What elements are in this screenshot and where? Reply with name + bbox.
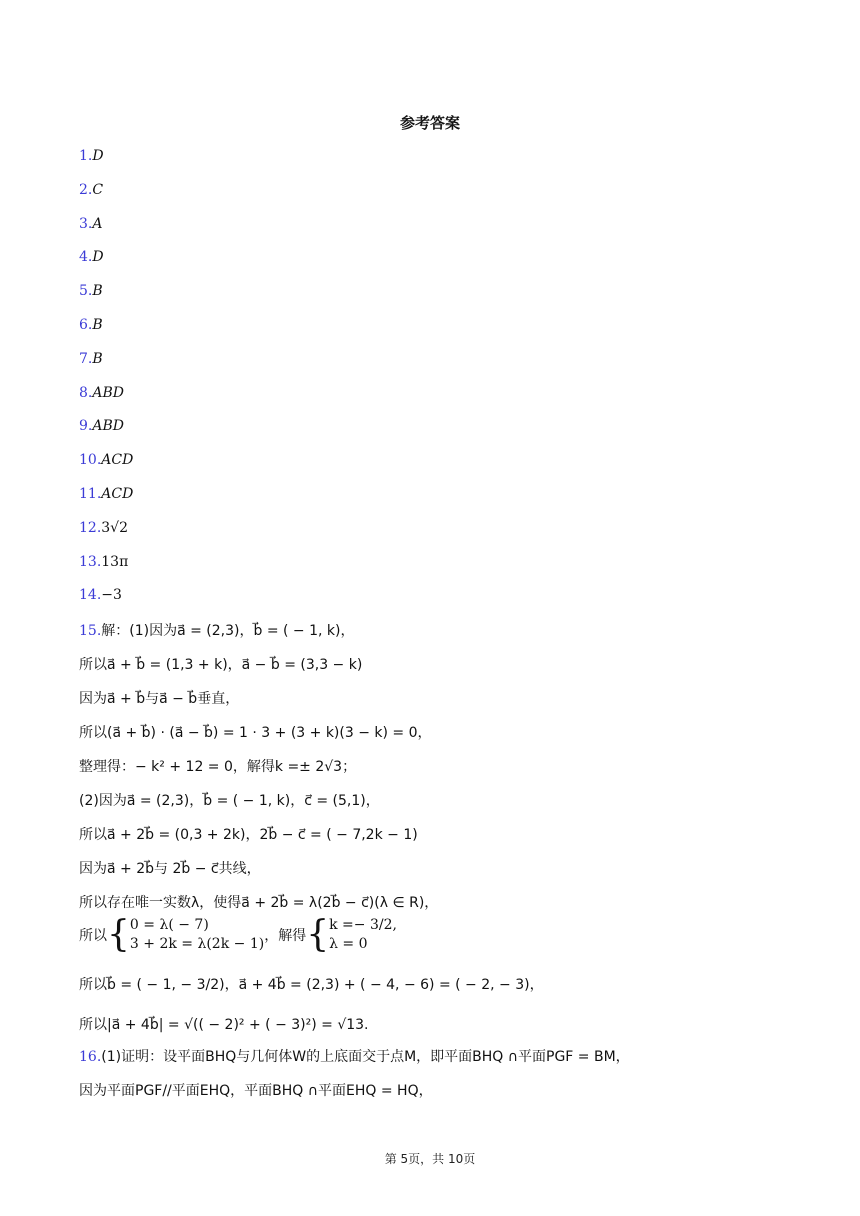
solution-text: 所以存在唯一实数λ，使得a⃗ + 2b⃗ = λ(2b⃗ − c⃗)(λ ∈ R)， (79, 895, 439, 911)
solution-text: 因为平面PGF//平面EHQ，平面BHQ ∩平面EHQ = HQ， (79, 1083, 433, 1099)
answer-value: B (92, 283, 103, 300)
answer-number: 9. (79, 418, 93, 435)
solution-text: 所以a⃗ + 2b⃗ = (0,3 + 2k)，2b⃗ − c⃗ = ( − 7,2k − 1) (79, 827, 418, 843)
answer-value: A (92, 215, 103, 232)
answer-number: 10. (79, 452, 102, 469)
answer-item (79, 247, 133, 281)
answer-value: −3 (101, 587, 122, 604)
solution-text: 所以a⃗ + b⃗ = (1,3 + k)，a⃗ − b⃗ = (3,3 − k) (79, 657, 363, 673)
answer-item (79, 450, 133, 484)
answer-value: B (92, 350, 103, 367)
solution-text: 因为a⃗ + b⃗与a⃗ − b⃗垂直， (79, 691, 240, 707)
page-title: 参考答案 (399, 114, 460, 132)
answer-value: D (92, 249, 104, 266)
solution-15-line (79, 722, 432, 742)
answer-value: ABD (92, 384, 124, 401)
answer-value: 13π (101, 553, 129, 570)
solution-15-line (79, 858, 261, 878)
solution-text: 所以(a⃗ + b⃗) · (a⃗ − b⃗) = 1 · 3 + (3 + k)(3 − k) = 0， (79, 725, 432, 741)
system-res-2: λ = 0 (329, 936, 368, 952)
solution-text: 整理得：− k² + 12 = 0，解得k =± 2√3； (79, 759, 357, 775)
answer-number: 2. (79, 181, 93, 198)
answer-number: 14. (79, 587, 102, 604)
answer-number: 12. (79, 519, 102, 536)
answer-number: 8. (79, 384, 93, 401)
solution-15-line (79, 654, 362, 674)
answer-number: 1. (79, 148, 93, 164)
answer-item (79, 416, 133, 450)
system-equations (130, 916, 264, 954)
answer-number: 5. (79, 283, 93, 300)
page-footer: 第 5页，共 10页 (384, 1152, 476, 1166)
solution-15-line (79, 824, 418, 844)
answer-item (79, 383, 133, 417)
solution-text: 解：(1)因为a⃗ = (2,3)，b⃗ = ( − 1, k)， (101, 623, 355, 639)
system-res-1: k =− 3/2, (329, 917, 397, 933)
answer-number: 6. (79, 316, 93, 333)
answer-value: C (92, 181, 104, 198)
solution-text: 因为a⃗ + 2b⃗与 2b⃗ − c⃗共线， (79, 861, 261, 877)
solution-15-line (79, 688, 239, 708)
answer-item (79, 180, 133, 214)
answer-value: B (92, 316, 103, 333)
answer-item (79, 585, 133, 619)
solution-16-line (79, 1046, 630, 1066)
solution-16-line (79, 1080, 433, 1100)
left-brace-icon: { (306, 914, 330, 955)
answer-item (79, 484, 133, 518)
solution-15-line (79, 892, 438, 912)
answer-item (79, 281, 133, 315)
solution-15-line (79, 790, 380, 810)
solution-15-line (79, 1014, 369, 1034)
answer-value: ACD (101, 485, 134, 502)
solution-number: 15. (79, 623, 102, 639)
answer-item (79, 315, 133, 349)
solution-text: 所以|a⃗ + 4b⃗| = √(( − 2)² + ( − 3)²) = √13. (79, 1017, 369, 1033)
answer-item (79, 349, 133, 383)
system-mid: ，解得 (264, 928, 307, 944)
solution-text: (2)因为a⃗ = (2,3)，b⃗ = ( − 1, k)，c⃗ = (5,1)， (79, 793, 380, 809)
left-brace-icon: { (107, 914, 130, 955)
answer-list (79, 146, 133, 619)
solution-number: 16. (79, 1049, 102, 1065)
equation-system (79, 916, 397, 954)
solution-text: 所以b⃗ = ( − 1, − 3/2)，a⃗ + 4b⃗ = (2,3) + ( − 4, − 6) = ( − 2, − 3)， (79, 977, 544, 993)
system-prefix: 所以 (79, 928, 107, 944)
answer-item (79, 552, 133, 586)
answer-item (79, 146, 133, 180)
solution-15-line (79, 974, 544, 994)
system-eq-2: 3 + 2k = λ(2k − 1) (129, 936, 265, 952)
system-eq-1: 0 = λ( − 7) (129, 917, 209, 933)
answer-value: ABD (92, 418, 124, 435)
answer-value: 3√2 (101, 519, 129, 536)
answer-number: 7. (79, 350, 93, 367)
system-results (329, 916, 397, 954)
answer-value: ACD (101, 452, 134, 469)
answer-value: D (92, 148, 104, 164)
answer-item (79, 518, 133, 552)
solution-text: (1)证明：设平面BHQ与几何体W的上底面交于点M，即平面BHQ ∩平面PGF = BM， (101, 1049, 630, 1065)
answer-number: 13. (79, 553, 102, 570)
answer-number: 11. (79, 485, 102, 502)
answer-number: 4. (79, 249, 93, 266)
answer-item (79, 214, 133, 248)
answer-number: 3. (79, 215, 93, 232)
solution-15-line (79, 756, 356, 776)
solution-15-line (79, 620, 354, 640)
